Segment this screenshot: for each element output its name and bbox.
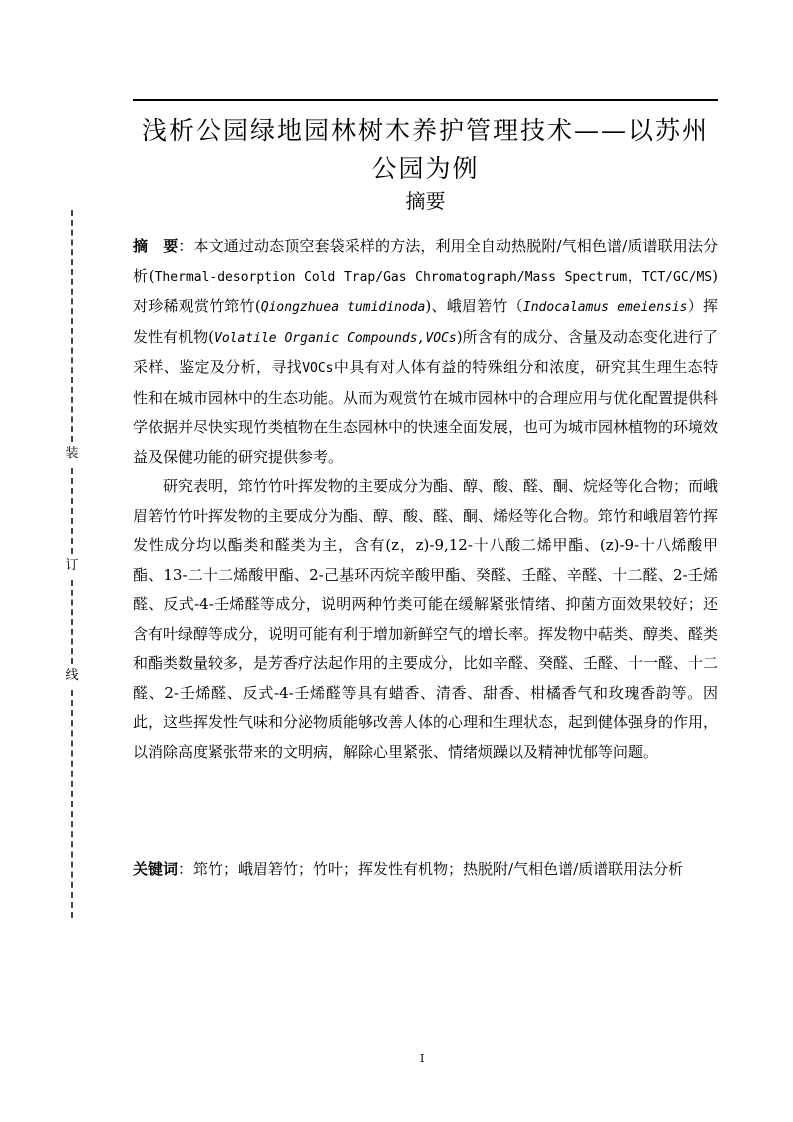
- section-heading-abstract: 摘要: [405, 189, 446, 213]
- abstract-body: [133, 232, 718, 767]
- page-number: I: [420, 1052, 425, 1065]
- abstract-method-term: Thermal-desorption Cold Trap/Gas Chromatograph/Mass Spectrum，TCT/GC/MS: [154, 269, 713, 285]
- binding-dash: [71, 690, 73, 918]
- document-title: 浅析公园绿地园林树木养护管理技术——以苏州公园为例: [141, 116, 709, 183]
- abstract-text: ：本文通过动态顶空套袋采样的方法，利用全自动热脱附/气相色谱/质谱联用法分析(: [133, 237, 718, 285]
- abstract-text: )所含有的成分、含量及动态变化进行了采样、鉴定及分析，寻找: [133, 327, 718, 376]
- voc-abbrev: VOCs: [302, 361, 334, 376]
- binding-dash: [71, 468, 73, 554]
- binding-mark: 订: [65, 558, 79, 573]
- binding-mark: 装: [65, 446, 79, 461]
- species-name: Indocalamus emeiensis: [522, 300, 688, 315]
- abstract-paragraph: 研究表明，筇竹竹叶挥发物的主要成分为酯、醇、酸、醛、酮、烷烃等化合物；而峨眉箬竹竹叶挥发物的主要成分为酯、醇、酸、醛、酮、烯烃等化合物。筇竹和峨眉箬竹挥发性成分均以酯类和醛类为主，含有(z，z)-9,12-十八酸二烯甲酯、(z)-9-十八烯酸甲酯、13-二十二烯酸甲酯、2-己基环丙烷辛酸甲酯、癸醛、壬醛、辛醛、十二醛、2-壬烯醛、反式-4-壬烯醛等成分，说明两种竹类可能在缓解紧张情绪、抑菌方面效果较好；还含有叶绿醇等成分，说明可能有利于增加新鲜空气的增长率。挥发物中萜类、醇类、醛类和酯类数量较多，是芳香疗法起作用的主要成分，比如辛醛、癸醛、壬醛、十一醛、十二醛、2-壬烯醛、反式-4-壬烯醛等具有蜡香、清香、甜香、柑橘香气和玫瑰香韵等。因此，这些挥发性气味和分泌物质能够改善人体的心理和生理状态，起到健体强身的作用，以消除高度紧张带来的文明病，解除心里紧张、情绪烦躁以及精神忧郁等问题。: [133, 477, 719, 761]
- abstract-text: )、峨眉箬竹（: [425, 297, 523, 315]
- abstract-paragraph: [133, 232, 718, 472]
- species-name: Qiongzhuea tumidinoda: [260, 300, 426, 315]
- voc-term: Volatile Organic Compounds,VOCs: [214, 330, 457, 346]
- keywords-line: [133, 855, 718, 884]
- abstract-label: 摘 要: [133, 237, 179, 255]
- keywords-label: 关键词: [133, 860, 179, 878]
- keywords-text: ：筇竹；峨眉箬竹；竹叶；挥发性有机物；热脱附/气相色谱/质谱联用法分析: [178, 860, 684, 878]
- binding-line: [65, 210, 79, 918]
- abstract-text: )对珍稀观赏竹筇竹(: [133, 266, 718, 315]
- binding-dash: [71, 210, 73, 442]
- abstract-text: ）挥发性有机物(: [133, 297, 718, 346]
- binding-mark: 线: [65, 668, 79, 683]
- header-rule: [133, 99, 718, 101]
- binding-dash: [71, 580, 73, 664]
- abstract-text: 中具有对人体有益的特殊组分和浓度，研究其生理生态特性和在城市园林中的生态功能。从而为观赏竹在城市园林中的合理应用与优化配置提供科学依据并尽快实现竹类植物在生态园林中的快速全面发展，也可为城市园林植物的环境效益及保健功能的研究提供参考。: [133, 358, 719, 466]
